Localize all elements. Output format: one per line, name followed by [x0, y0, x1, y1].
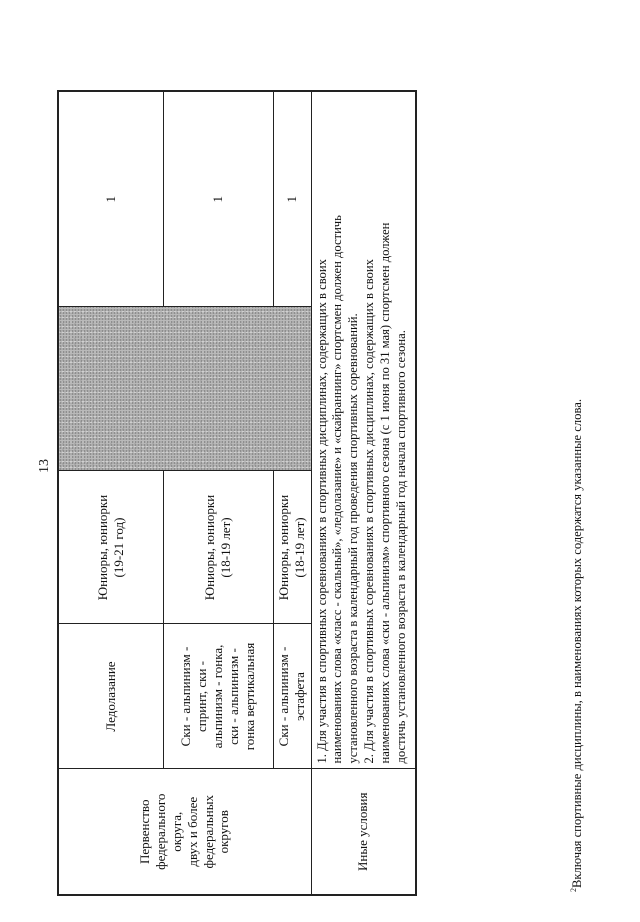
footnote-text: Включая спортивные дисциплины, в наименованиях которых содержатся указанные слова. — [570, 399, 585, 888]
table-row — [311, 91, 416, 895]
condition-line: 2. Для участия в спортивных соревнованиях в спортивных дисциплинах, содержащих в своих — [362, 259, 377, 764]
discipline-line: эстафета — [292, 672, 307, 721]
conditions-text-cell — [311, 91, 416, 769]
discipline-line: Ски - альпинизм - — [276, 646, 292, 747]
group-label-line: федеральных округов — [200, 795, 232, 869]
discipline-line: ски - альпинизм - — [225, 648, 241, 745]
discipline-cell — [163, 624, 273, 769]
age-group-line: (18-19 лет) — [292, 517, 307, 578]
age-group-cell — [58, 471, 163, 624]
group-label-line: двух и более — [184, 796, 200, 867]
age-group-line: Юниоры, юниорки — [202, 494, 218, 601]
age-group-line: Юниоры, юниорки — [94, 494, 110, 601]
shaded-cell — [58, 307, 311, 471]
table-row — [58, 91, 163, 895]
age-group-cell — [273, 471, 311, 624]
value-cell: 1 — [58, 91, 163, 307]
age-group-line: (18-19 лет) — [218, 517, 233, 578]
condition-line: наименованиях слова «класс - скальный», «ледолазание» и «скайраннинг» спортсмен должен достичь — [330, 215, 345, 764]
footnote — [569, 399, 585, 892]
conditions-label-cell: Иные условия — [311, 769, 416, 895]
age-group-line: (19-21 год) — [110, 517, 126, 578]
discipline-cell — [58, 624, 163, 769]
condition-line: наименованиях слова «ски - альпинизм» спортивного сезона (с 1 июня по 31 мая) спортсмен должен — [377, 222, 392, 764]
discipline-line: Ледолазание — [102, 661, 118, 732]
group-label-line: Первенство — [137, 799, 153, 864]
age-group-cell — [163, 471, 273, 624]
value-cell: 1 — [273, 91, 311, 307]
condition-line: 1. Для участия в спортивных соревнованиях в спортивных дисциплинах, содержащих в своих — [314, 259, 329, 764]
group-label-line: федерального округа, — [153, 793, 184, 870]
discipline-line: гонка вертикальная — [241, 642, 257, 751]
footnote-mark: 2 — [569, 888, 578, 892]
age-group-line: Юниоры, юниорки — [276, 494, 292, 601]
discipline-line: спринт, ски - — [194, 661, 210, 732]
discipline-line: Ски - альпинизм - — [178, 646, 194, 747]
group-label-cell — [58, 769, 311, 895]
condition-line: достичь установленного возраста в календарный год начала спортивного сезона. — [393, 330, 408, 764]
discipline-line: альпинизм - гонка, — [210, 644, 226, 749]
value-cell: 1 — [163, 91, 273, 307]
discipline-cell — [273, 624, 311, 769]
page-number: 13 — [37, 459, 52, 473]
condition-line: установленного возраста в календарный год проведения спортивных соревнований. — [346, 313, 361, 764]
sports-requirements-table — [57, 90, 417, 896]
